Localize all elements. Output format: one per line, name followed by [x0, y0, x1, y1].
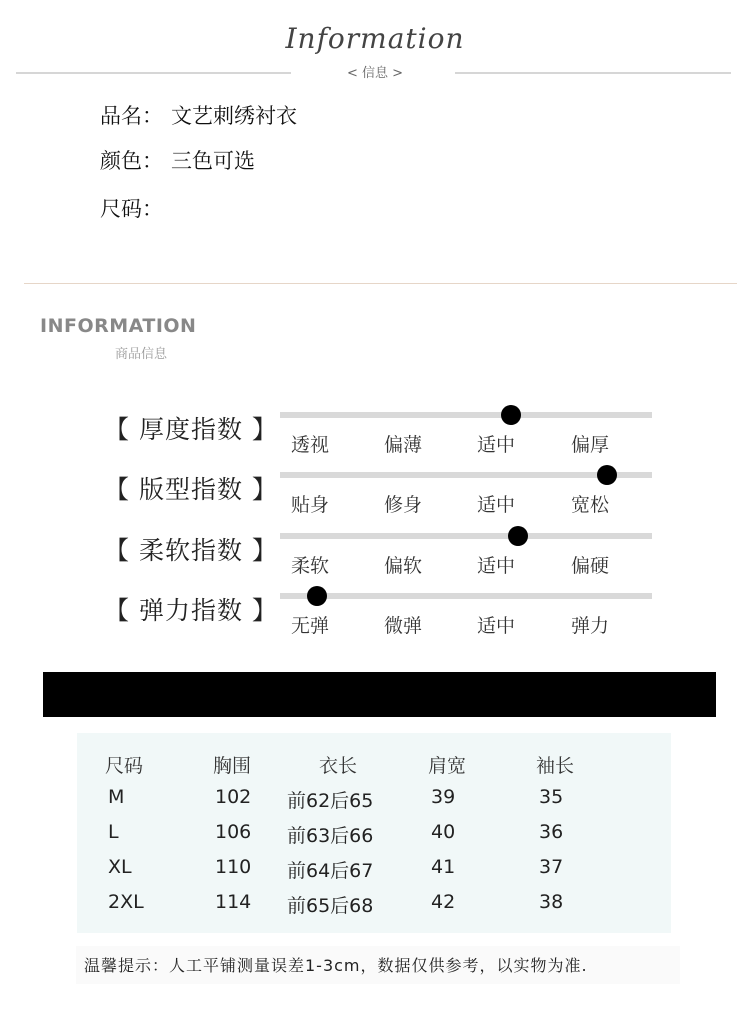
index-option: 弹力: [570, 615, 609, 637]
index-option: 无弹: [290, 615, 329, 637]
index-option: 微弹: [383, 615, 422, 637]
table-cell: 110: [215, 856, 252, 878]
table-cell: 41: [431, 856, 456, 878]
table-cell: 38: [539, 891, 564, 913]
table-cell: 42: [431, 891, 456, 913]
color-value: 三色可选: [171, 149, 255, 173]
index-option: 贴身: [290, 494, 329, 516]
header-title: Information: [285, 22, 465, 55]
table-cell: 35: [539, 786, 564, 808]
size-table: [77, 733, 671, 933]
index-label: 【 柔软指数 】: [104, 536, 278, 565]
product-name-row: [100, 100, 297, 130]
table-cell: 102: [215, 786, 252, 808]
table-header-cell: 肩宽: [428, 755, 467, 777]
color-label: 颜色：: [100, 149, 163, 173]
index-option: 柔软: [290, 555, 329, 577]
table-cell: L: [108, 821, 119, 843]
index-option: 偏软: [383, 555, 422, 577]
color-row: [100, 145, 255, 175]
index-slider-track: [280, 412, 652, 418]
header-subtitle: < 信息 >: [346, 66, 404, 81]
product-name-label: 品名：: [100, 104, 163, 128]
table-cell: 2XL: [108, 891, 144, 913]
index-option: 适中: [476, 494, 515, 516]
table-cell: 前64后67: [287, 860, 374, 882]
black-banner: [43, 672, 716, 717]
index-option: 适中: [476, 555, 515, 577]
table-cell: 37: [539, 856, 564, 878]
measurement-note: 温馨提示：人工平铺测量误差1-3cm，数据仅供参考，以实物为准.: [84, 956, 588, 975]
index-slider-track: [280, 533, 652, 539]
table-header-cell: 衣长: [319, 755, 358, 777]
size-row: [100, 193, 163, 223]
table-cell: 前62后65: [287, 790, 374, 812]
table-cell: 40: [431, 821, 456, 843]
table-cell: 106: [215, 821, 252, 843]
index-option: 偏硬: [570, 555, 609, 577]
index-slider-marker: [508, 526, 528, 546]
table-header-cell: 胸围: [213, 755, 252, 777]
table-cell: 39: [431, 786, 456, 808]
table-cell: M: [108, 786, 125, 808]
table-header-cell: 尺码: [105, 755, 144, 777]
index-slider-track: [280, 472, 652, 478]
index-label: 【 厚度指数 】: [104, 415, 278, 444]
index-option: 修身: [383, 494, 422, 516]
index-option: 透视: [290, 434, 329, 456]
index-label: 【 版型指数 】: [104, 475, 278, 504]
index-option: 偏薄: [383, 434, 422, 456]
information-title: INFORMATION: [40, 315, 197, 337]
index-slider-marker: [307, 586, 327, 606]
index-slider-marker: [597, 465, 617, 485]
index-option: 适中: [476, 615, 515, 637]
table-cell: 114: [215, 891, 252, 913]
index-option: 宽松: [570, 494, 609, 516]
index-option: 适中: [476, 434, 515, 456]
product-name-value: 文艺刺绣衬衣: [171, 104, 297, 128]
table-cell: XL: [108, 856, 132, 878]
index-slider-marker: [501, 405, 521, 425]
information-subtitle: 商品信息: [115, 347, 168, 362]
table-header-cell: 袖长: [536, 755, 575, 777]
index-option: 偏厚: [570, 434, 609, 456]
table-cell: 36: [539, 821, 564, 843]
size-label: 尺码：: [100, 197, 163, 221]
section-divider: [24, 283, 737, 284]
table-cell: 前65后68: [287, 895, 374, 917]
index-label: 【 弹力指数 】: [104, 596, 278, 625]
index-slider-track: [280, 593, 652, 599]
table-cell: 前63后66: [287, 825, 374, 847]
